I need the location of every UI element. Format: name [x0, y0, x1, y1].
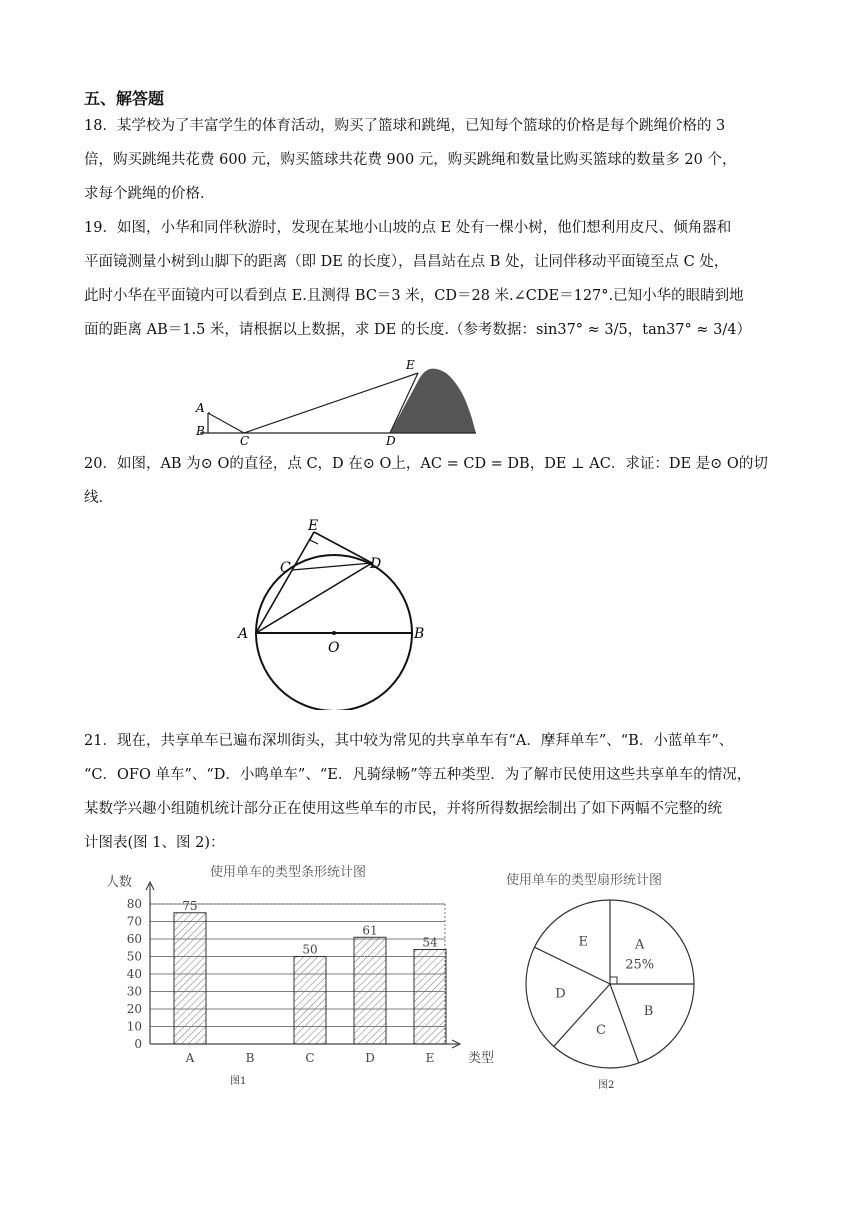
q21-line-3: 某数学兴趣小组随机统计部分正在使用这些单车的市民，并将所得数据绘制出了如下两幅不完整的统 — [84, 801, 722, 817]
y-tick-label: 60 — [126, 932, 142, 946]
x-tick-label: D — [365, 1051, 375, 1065]
x-tick-label: E — [425, 1051, 435, 1065]
label-C: C — [280, 560, 291, 576]
pie-label-E: E — [578, 934, 589, 950]
bar-chart-xlabel: 类型 — [468, 1051, 495, 1066]
pie-slice-border — [535, 947, 610, 984]
q19-figure — [190, 355, 480, 445]
pie-label-A: A — [635, 937, 645, 953]
pie-label-D: D — [555, 986, 566, 1002]
bar-chart-title: 使用单车的类型条形统计图 — [210, 865, 367, 880]
q20-figure — [232, 518, 442, 710]
q19-line-2: 平面镜测量小树到山脚下的距离（即 DE 的长度），昌昌站在点 B 处，让同伴移动平面镜至点 C 处， — [84, 254, 729, 270]
q21-line-4: 计图表(图 1、图 2)： — [84, 835, 225, 851]
bar-A — [174, 913, 206, 1044]
y-tick-label: 40 — [126, 967, 142, 981]
label-B: B — [196, 424, 205, 438]
y-tick-label: 50 — [126, 949, 142, 964]
q18-line-1: 18．某学校为了丰富学生的体育活动，购买了篮球和跳绳，已知每个篮球的价格是每个跳绳价格的 3 — [84, 118, 726, 134]
section-heading: 五、解答题 — [84, 89, 165, 108]
q20-text — [84, 447, 778, 515]
x-tick-label: B — [245, 1051, 255, 1065]
bar-value-label: 54 — [422, 935, 438, 950]
q19-line-4: 面的距离 AB＝1.5 米，请根据以上数据，求 DE 的长度.（参考数据：sin37° ≈ 3/5，tan37° ≈ 3/4） — [84, 322, 751, 338]
q20-line-2: 线． — [84, 490, 113, 506]
q21-text — [84, 724, 778, 860]
bar-chart-caption: 图1 — [230, 1076, 247, 1087]
label-B: B — [414, 626, 425, 642]
label-A: A — [238, 626, 249, 642]
q20-line-1: 20．如图，AB 为⊙ O的直径，点 C，D 在⊙ O上，AC = CD = DB，DE ⊥ AC．求证：DE 是⊙ O的切 — [84, 456, 768, 472]
bar-E — [414, 950, 446, 1045]
label-O: O — [328, 640, 340, 656]
pie-label-C: C — [596, 1023, 607, 1039]
right-angle-marker — [610, 977, 617, 984]
label-D: D — [386, 434, 396, 445]
pie-label-B: B — [643, 1003, 654, 1019]
bar-value-label: 50 — [302, 942, 318, 957]
label-C: C — [240, 434, 250, 445]
label-E: E — [406, 358, 415, 372]
q21-line-2: “C．OFO 单车”、“D．小鸣单车”、“E．凡骑绿畅”等五种类型．为了解市民使用这些共享单车的情况， — [84, 767, 752, 783]
x-tick-label: C — [305, 1051, 315, 1065]
pie-chart-title: 使用单车的类型扇形统计图 — [506, 873, 663, 888]
y-tick-label: 20 — [126, 1002, 142, 1016]
q19-line-1: 19．如图，小华和同伴秋游时，发现在某地小山坡的点 E 处有一棵小树，他们想利用皮尺、倾角器和 — [84, 220, 732, 236]
pie-chart-caption: 图2 — [598, 1080, 615, 1091]
y-tick-label: 30 — [126, 984, 142, 999]
q21-line-1: 21．现在，共享单车已遍布深圳街头，其中较为常见的共享单车有“A．摩拜单车”、“B．小蓝单车”、 — [84, 733, 734, 749]
x-tick-label: A — [185, 1051, 195, 1065]
label-E: E — [308, 518, 319, 534]
q19-text — [84, 211, 778, 347]
bar-chart-ylabel: 人数 — [106, 875, 133, 890]
y-tick-label: 0 — [134, 1037, 142, 1051]
y-tick-label: 80 — [126, 897, 142, 911]
q19-line-3: 此时小华在平面镜内可以看到点 E.且测得 BC＝3 米，CD＝28 米.∠CDE＝127°.已知小华的眼睛到地 — [84, 288, 744, 304]
pie-annotation-A: 25% — [625, 957, 655, 973]
bar-D — [354, 937, 386, 1044]
y-tick-label: 70 — [126, 914, 142, 929]
y-tick-label: 10 — [126, 1019, 142, 1034]
pie-slice-border — [610, 984, 639, 1063]
pie-chart — [498, 862, 718, 1094]
q18-line-3: 求每个跳绳的价格． — [84, 186, 215, 202]
label-D: D — [370, 556, 382, 572]
q18-text — [84, 109, 778, 211]
q18-line-2: 倍，购买跳绳共花费 600 元，购买篮球共花费 900 元，购买跳绳和数量比购买篮球的数量多 20 个， — [84, 152, 737, 168]
bar-value-label: 75 — [182, 898, 198, 913]
bar-chart — [100, 856, 500, 1096]
bar-value-label: 61 — [362, 923, 378, 938]
label-A: A — [196, 401, 205, 415]
bar-C — [294, 957, 326, 1045]
